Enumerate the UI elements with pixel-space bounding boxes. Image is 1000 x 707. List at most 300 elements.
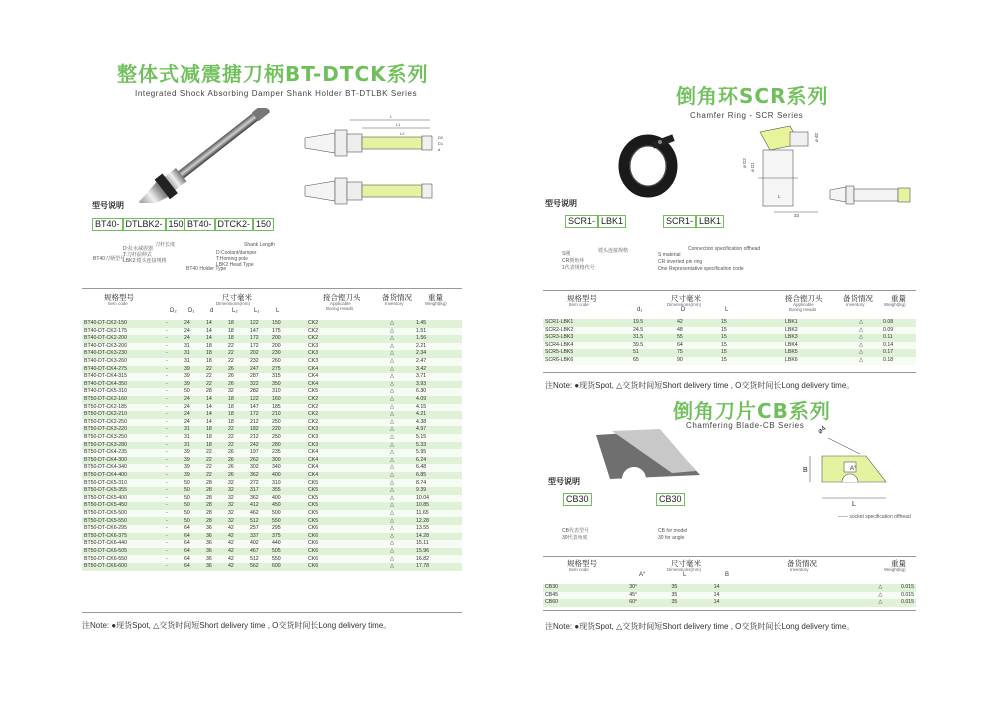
table-cell: CB60 [543,599,627,607]
table-cell: 272 [248,479,270,487]
table-cell: CK2 [306,335,370,343]
table-cell: - [164,343,182,351]
table-cell: BT50-DT-CK6-440 [82,540,164,548]
table-cell: - [164,479,182,487]
table-cell: 28 [204,510,226,518]
table-cell: 275 [270,366,306,374]
table-row [82,464,462,472]
left-spec-table [82,320,462,571]
table-cell: BT50-DT-CK5-450 [82,502,164,510]
dim-L1: L1 [396,122,401,127]
table-cell: 14 [204,404,226,412]
table-cell: 14 [712,584,862,592]
table-cell: 39 [182,366,204,374]
table-cell: 31 [182,426,204,434]
table-row [543,349,916,357]
table-cell: - [164,419,182,427]
table-cell: CK6 [306,533,370,541]
table-cell: CK3 [306,343,370,351]
table-cell: 550 [270,555,306,563]
table-cell: 26 [226,381,248,389]
table-cell: 4.15 [414,404,462,412]
chamfer-ring-photo [618,124,688,198]
table-cell: 230 [270,350,306,358]
table-cell: 0.015 [901,591,914,598]
svg-text:B: B [803,467,808,474]
table-cell: 15 [719,327,783,335]
table-cell: CK2 [306,419,370,427]
table-cell: CK2 [306,411,370,419]
table-cell: 90 [675,357,719,365]
table-cell: 3.71 [414,373,462,381]
cb-code-1-labels: CB代表型号 30代表角度 [562,528,589,541]
inventory-cell: △ [370,366,414,374]
left-table-header: 规格型号 Item code 尺寸毫米 Dimensions(mm) D₂ D₁ d L₂ L₁ L 接合镗刀头 Applicable Boring Heads 备货情况 Inventory 重量 Weight(kg) [104,293,447,314]
inventory-cell: △ [370,533,414,541]
left-title: 整体式减震搪刀柄BT-DTCK系列 [117,62,429,86]
table-cell: SCR1-LBK1 [543,319,631,327]
table-row [82,335,462,343]
table-row [82,540,462,548]
scr-table-header: 规格型号 Item code 尺寸毫米 Dimensions(mm) d₁ D L 接合镗刀头 Applicable Boring Heads 备货情况 Inventory 重量 Weight(kg) [567,294,906,313]
svg-text:ø4: ø4 [816,424,828,436]
table-cell: 355 [270,487,306,495]
table-cell: 6.24 [414,457,462,465]
table-cell: 22 [204,373,226,381]
table-cell: 15.11 [414,540,462,548]
code-part: 150 [166,218,187,231]
inventory-cell: △ [370,320,414,328]
table-cell: 42 [226,563,248,571]
left-model-title: 型号说明 [92,201,124,210]
table-cell: 42 [226,525,248,533]
table-cell: 10.04 [414,495,462,503]
cb-code-1: CB30 [563,489,592,507]
table-cell: 0.09 [881,327,916,335]
table-cell: CK3 [306,434,370,442]
table-row [543,334,916,342]
table-cell: CK6 [306,563,370,571]
table-cell: 200 [270,335,306,343]
inventory-cell: △ [370,548,414,556]
table-row [543,592,916,600]
table-cell: 35 [669,599,711,607]
table-cell: 15.96 [414,548,462,556]
inventory-cell: △ [370,358,414,366]
table-cell: 15 [719,334,783,342]
left-note: 注Note: ●现货Spot, △交货时间短Short delivery time , O交货时间长Long delivery time。 [82,621,392,630]
table-cell: CK5 [306,510,370,518]
table-cell: 0.11 [881,334,916,342]
cb-spec-table [543,584,916,607]
table-cell: SCR4-LBK4 [543,342,631,350]
table-cell: CK6 [306,540,370,548]
inventory-cell: △ [370,434,414,442]
table-cell: CK5 [306,479,370,487]
table-cell: 562 [248,563,270,571]
table-cell: - [164,434,182,442]
table-cell: - [164,350,182,358]
table-cell: 42 [226,548,248,556]
table-cell: SCR5-LBK5 [543,349,631,357]
code-part: 150 [253,218,274,231]
table-cell: CK3 [306,350,370,358]
table-cell: BT40-DT-CK4-350 [82,381,164,389]
table-cell: CK5 [306,495,370,503]
table-cell: - [164,381,182,389]
table-cell: 202 [248,350,270,358]
table-cell: 31 [182,358,204,366]
inventory-cell: △ [370,411,414,419]
table-cell: 450 [270,502,306,510]
table-cell: 24 [182,320,204,328]
table-cell: - [164,411,182,419]
inventory-cell: △ [841,319,881,327]
code-part: DTCK2- [215,218,254,231]
table-row [82,479,462,487]
table-cell: 24 [182,335,204,343]
table-cell: 28 [204,517,226,525]
chamfer-blade-drawing [800,420,918,512]
table-cell: 50 [182,487,204,495]
table-cell: 42 [226,555,248,563]
table-cell: 6.48 [414,464,462,472]
table-cell: 17.78 [414,563,462,571]
table-cell: CK2 [306,328,370,336]
table-cell: 28 [204,388,226,396]
table-cell: 15 [719,319,783,327]
table-cell: 18 [204,434,226,442]
table-cell: 22 [204,366,226,374]
left-subtitle: Integrated Shock Absorbing Damper Shank Holder BT-DTLBK Series [135,89,418,98]
table-cell: 0.18 [881,357,916,365]
table-row [82,495,462,503]
table-row [82,396,462,404]
table-cell: - [164,457,182,465]
table-row [82,457,462,465]
table-cell: 18 [226,419,248,427]
table-row [82,533,462,541]
table-row [82,373,462,381]
table-cell: 0.015 [901,584,914,591]
table-cell: 26 [226,457,248,465]
table-row [82,320,462,328]
table-row [82,350,462,358]
inventory-cell: △ [370,396,414,404]
table-cell: 22 [226,350,248,358]
inventory-cell: △ [370,350,414,358]
table-cell: 500 [270,510,306,518]
table-cell: 310 [270,479,306,487]
table-row [543,584,916,592]
table-cell: 4.21 [414,411,462,419]
table-cell: 18 [226,411,248,419]
table-cell: 260 [270,358,306,366]
table-cell: 2.34 [414,350,462,358]
table-cell: 2.21 [414,343,462,351]
inventory-cell: △ [370,426,414,434]
table-cell: 9.39 [414,487,462,495]
table-cell: 45° [627,592,669,600]
table-cell: CK4 [306,373,370,381]
table-cell: 322 [248,381,270,389]
table-cell: 39 [182,381,204,389]
table-cell: 337 [248,533,270,541]
svg-text:A°: A° [850,466,857,472]
table-cell: 35 [669,584,711,592]
left-code-1-labels: BT40刀柄型号 D:抗水减震器 T:刀杆前伸式 LBK2:镗头连接规格 刀杆长度 [93,242,176,264]
table-cell: 22 [204,381,226,389]
table-cell: CK2 [306,320,370,328]
table-cell: 402 [248,540,270,548]
table-cell: 32 [226,502,248,510]
table-cell: BT50-DT-CK3-250 [82,434,164,442]
table-cell: 50 [182,388,204,396]
table-cell: 50 [182,510,204,518]
table-cell: 22 [226,442,248,450]
table-cell: 36 [204,540,226,548]
table-cell: BT50-DT-CK4-400 [82,472,164,480]
table-cell: 36 [204,563,226,571]
table-row [82,525,462,533]
dim-L: L [390,114,393,119]
cb-model-title: 型号说明 [548,477,580,486]
table-cell: 24 [182,411,204,419]
table-cell: 50 [182,517,204,525]
table-cell: 28 [204,502,226,510]
table-cell: 400 [270,495,306,503]
table-cell: 22 [226,358,248,366]
table-cell: 14 [204,419,226,427]
table-row [82,472,462,480]
table-cell: 197 [248,449,270,457]
table-cell: 22 [204,449,226,457]
cb-code-2: CB30 [656,489,685,507]
table-cell: 220 [270,426,306,434]
table-cell: LBK2 [783,327,841,335]
inventory-cell: △ [370,502,414,510]
table-cell: BT50-DT-CK2-210 [82,411,164,419]
table-cell: 3.93 [414,381,462,389]
inventory-cell: △ [841,349,881,357]
table-cell: 212 [248,419,270,427]
table-cell: 22 [226,343,248,351]
table-cell: 185 [270,404,306,412]
table-cell: 282 [248,388,270,396]
code-part: BT40- [92,218,123,231]
table-cell: 200 [270,343,306,351]
table-cell: 315 [270,373,306,381]
table-cell: 242 [248,442,270,450]
table-cell: 36 [204,533,226,541]
table-row [82,388,462,396]
table-row [82,510,462,518]
table-row [82,502,462,510]
table-cell: 4.38 [414,419,462,427]
table-cell: 26 [226,449,248,457]
table-cell: - [164,366,182,374]
table-cell: 18 [226,320,248,328]
table-cell: 50 [182,495,204,503]
table-cell: LBK3 [783,334,841,342]
inventory-cell: △ [370,419,414,427]
table-cell: 35 [669,592,711,600]
table-cell: CB30 [543,584,627,592]
table-cell: 160 [270,396,306,404]
table-cell: - [164,388,182,396]
table-cell: - [164,449,182,457]
table-cell: 75 [675,349,719,357]
table-cell: - [164,548,182,556]
table-cell: 31 [182,434,204,442]
table-cell: 4.97 [414,426,462,434]
table-cell: 42 [226,540,248,548]
inventory-cell: △ [370,540,414,548]
table-cell: 39 [182,457,204,465]
scr-title: 倒角环SCR系列 [676,84,829,108]
table-cell: 362 [248,472,270,480]
table-cell: - [164,464,182,472]
table-cell: 362 [248,495,270,503]
scr-code-1-labels: S刚 CR倒角环 1代表规格代号 镗头连接规格 [562,248,629,271]
inventory-cell: △ [370,517,414,525]
table-cell: 64 [182,548,204,556]
table-cell: 26 [226,366,248,374]
table-row [82,555,462,563]
table-cell: 250 [270,434,306,442]
inventory-cell: △ [370,510,414,518]
table-cell: 1.45 [414,320,462,328]
table-cell: CK2 [306,404,370,412]
table-cell: 1.51 [414,328,462,336]
table-cell: 18 [204,358,226,366]
table-row [82,411,462,419]
table-cell: BT50-DT-CK6-375 [82,533,164,541]
table-cell: 4.09 [414,396,462,404]
table-cell: 14 [204,411,226,419]
table-cell: 350 [270,381,306,389]
table-cell: CK5 [306,502,370,510]
svg-text:L: L [778,194,781,199]
table-cell: 32 [226,479,248,487]
table-cell: 24 [182,419,204,427]
table-cell: 600 [270,563,306,571]
table-cell: 317 [248,487,270,495]
table-cell: BT50-DT-CK2-250 [82,419,164,427]
table-row [82,426,462,434]
table-cell: BT50-DT-CK4-300 [82,457,164,465]
table-cell: LBK5 [783,349,841,357]
table-cell: 5.15 [414,434,462,442]
table-cell: 60° [627,599,669,607]
table-row [82,343,462,351]
table-cell: 122 [248,396,270,404]
table-row [82,517,462,525]
dim-d: d [438,147,441,152]
cb-note: 注Note: ●现货Spot, △交货时间短Short delivery time , O交货时间长Long delivery time。 [545,622,855,631]
table-cell: 5.33 [414,442,462,450]
svg-text:33: 33 [794,213,800,218]
table-cell: 28 [204,495,226,503]
inventory-cell: △ [370,404,414,412]
table-cell: 24 [182,396,204,404]
table-cell: 340 [270,464,306,472]
table-cell: BT50-DT-CK3-280 [82,442,164,450]
table-cell: BT50-DT-CK4-235 [82,449,164,457]
table-cell: CK6 [306,525,370,533]
table-cell: BT50-DT-CK6-550 [82,555,164,563]
table-cell: 6.85 [414,472,462,480]
table-row [543,599,916,607]
table-cell: 172 [248,343,270,351]
inventory-cell: △ [841,334,881,342]
table-cell: BT50-DT-CK2-185 [82,404,164,412]
table-cell: CK5 [306,517,370,525]
table-cell: 22 [226,434,248,442]
table-cell: 31 [182,343,204,351]
table-cell: 32 [226,510,248,518]
table-cell: 210 [270,411,306,419]
table-cell: 32 [226,388,248,396]
table-cell: BT50-DT-CK6-505 [82,548,164,556]
table-cell: - [164,563,182,571]
table-row [82,434,462,442]
table-cell: 65 [631,357,675,365]
table-cell: 26 [226,464,248,472]
table-cell: CK4 [306,381,370,389]
inventory-cell: △ [370,472,414,480]
code-part: DTLBK2- [123,218,166,231]
scr-code-1: SCR1- LBK1 [565,211,626,229]
inventory-cell: △ [370,487,414,495]
table-cell: CK4 [306,366,370,374]
table-cell: 64 [182,555,204,563]
table-cell: 0.14 [881,342,916,350]
table-cell: 18 [226,328,248,336]
table-cell: BT40-DT-CK2-175 [82,328,164,336]
inventory-cell: △ [370,449,414,457]
cb-subtitle: Chamfering Blade-CB Series [686,421,805,430]
table-cell: 39 [182,373,204,381]
inventory-cell: △ [862,599,899,607]
dim-D1: D1 [438,141,444,146]
table-cell: 310 [270,388,306,396]
table-cell: BT40-DT-CK3-260 [82,358,164,366]
table-cell: 14 [712,599,862,607]
table-cell: 42 [675,319,719,327]
inventory-cell: △ [841,342,881,350]
inventory-cell: △ [370,373,414,381]
scr-note: 注Note: ●现货Spot, △交货时间短Short delivery time , O交货时间长Long delivery time。 [545,381,855,390]
table-cell: 295 [270,525,306,533]
svg-text:ø D2: ø D2 [742,158,747,168]
table-cell: 400 [270,472,306,480]
table-cell: 18 [226,396,248,404]
table-cell: 24 [182,328,204,336]
inventory-cell: △ [841,327,881,335]
table-cell: 31 [182,442,204,450]
table-cell: 150 [270,320,306,328]
table-cell: 467 [248,548,270,556]
inventory-cell: △ [862,592,899,600]
table-row [82,563,462,571]
scr-code-2: SCR1- LBK1 [663,211,724,229]
table-cell: 8.74 [414,479,462,487]
table-cell: BT50-DT-CK5-400 [82,495,164,503]
table-cell: 512 [248,517,270,525]
table-cell: 26 [226,472,248,480]
table-cell: - [164,426,182,434]
